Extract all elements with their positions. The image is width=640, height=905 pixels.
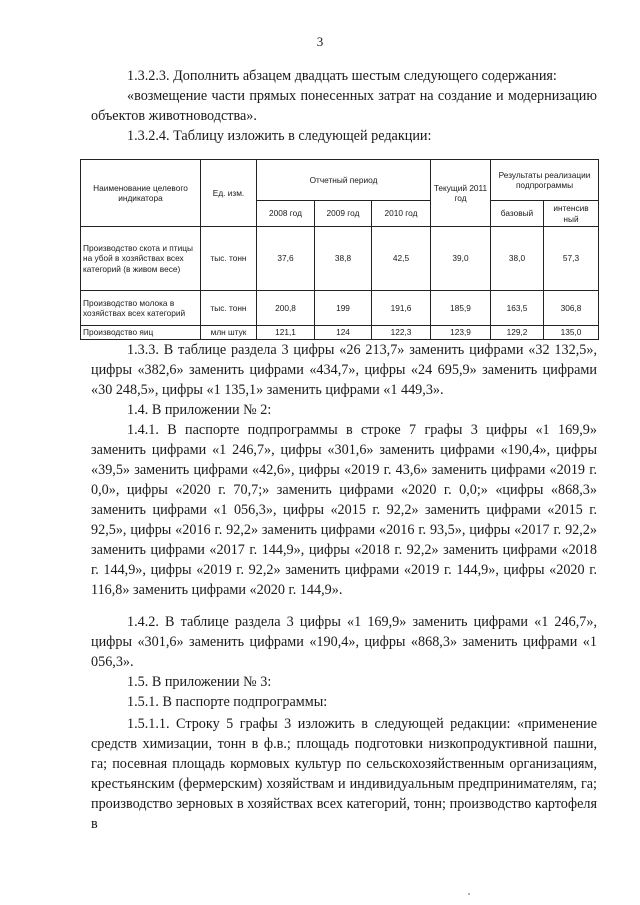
indicator-table — [80, 159, 599, 340]
row-unit: тыс. тонн — [201, 227, 257, 291]
row-2008: 37,6 — [257, 227, 315, 291]
header-indicator-name: Наименование целевого индикатора — [81, 160, 201, 227]
row-base: 38,0 — [491, 227, 544, 291]
table-row — [81, 291, 599, 326]
row-name: Производство скота и птицы на убой в хозяйствах всех категорий (в живом весе) — [81, 227, 201, 291]
header-results: Результаты реализации подпрограммы — [491, 160, 599, 201]
paragraph-1-3-2-3-quote: «возмещение части прямых понесенных затрат на создание и модернизацию объектов животноводства». — [91, 88, 597, 124]
row-base: 163,5 — [491, 291, 544, 326]
paragraph-1-4-1: 1.4.1. В паспорте подпрограммы в строке 7 графы 3 цифры «1 169,9» заменить цифрами «1 246,7», цифры «301,6» заменить цифрами «190,4», цифры «39,5» заменить цифрами «42,6», цифры «2019 г. 43,6» заменить цифрами «2019 г. 0,0», цифры «2020 г. 70,7;» заменить цифрами «2020 г. 0,0;» «цифры «868,3» заменить цифрами «1 056,3», цифры «2015 г. 92,2» заменить цифрами «2015 г. 92,5», цифры «2016 г. 92,2» заменить цифрами «2016 г. 93,5», цифры «2017 г. 92,2» заменить цифрами «2017 г. 144,9», цифры «2018 г. 92,2» заменить цифрами «2018 г. 144,9», цифры «2019 г. 92,2» заменить цифрами «2019 г. 144,9», цифры «2020 г. 116,8» заменить цифрами «2020 г. 144,9». — [91, 422, 597, 598]
row-2009: 38,8 — [315, 227, 372, 291]
row-2010: 122,3 — [372, 326, 431, 340]
row-2009: 124 — [315, 326, 372, 340]
paragraph-1-3-2-3: 1.3.2.3. Дополнить абзацем двадцать шестым следующего содержания: — [127, 68, 557, 84]
row-unit: тыс. тонн — [201, 291, 257, 326]
header-base: базовый — [491, 201, 544, 227]
header-unit: Ед. изм. — [201, 160, 257, 227]
row-intensive: 135,0 — [544, 326, 599, 340]
row-unit: млн штук — [201, 326, 257, 340]
row-name: Производство яиц — [81, 326, 201, 340]
table-row — [81, 326, 599, 340]
row-base: 129,2 — [491, 326, 544, 340]
row-2008: 121,1 — [257, 326, 315, 340]
header-2010: 2010 год — [372, 201, 431, 227]
paragraph-1-4-2: 1.4.2. В таблице раздела 3 цифры «1 169,9» заменить цифрами «1 246,7», цифры «301,6» заменить цифрами «190,4», цифры «868,3» заменить цифрами «1 056,3». — [91, 614, 597, 670]
paragraph-1-4: 1.4. В приложении № 2: — [127, 402, 272, 418]
row-2010: 191,6 — [372, 291, 431, 326]
paragraph-1-5-1: 1.5.1. В паспорте подпрограммы: — [127, 694, 328, 710]
header-current-year: Текущий 2011 год — [431, 160, 491, 227]
paragraph-1-5: 1.5. В приложении № 3: — [127, 674, 272, 690]
header-reporting-period: Отчетный период — [257, 160, 431, 201]
row-intensive: 306,8 — [544, 291, 599, 326]
row-2008: 200,8 — [257, 291, 315, 326]
header-2008: 2008 год — [257, 201, 315, 227]
row-current: 185,9 — [431, 291, 491, 326]
scan-speck — [468, 893, 470, 895]
row-2009: 199 — [315, 291, 372, 326]
header-intensive: интенсив ный — [544, 201, 599, 227]
paragraph-1-5-1-1: 1.5.1.1. Строку 5 графы 3 изложить в следующей редакции: «применение средств химизации, тонн в ф.в.; площадь подготовки низкопродуктивной пашни, га; посевная площадь кормовых культур по сельскохозяйственным организациям, крестьянским (фермерским) хозяйствам и индивидуальным предпринимателям, га; производство зерновых в хозяйствах всех категорий, тонн; производство картофеля в — [91, 716, 597, 832]
paragraph-1-3-3: 1.3.3. В таблице раздела 3 цифры «26 213,7» заменить цифрами «32 132,5», цифры «382,6» заменить цифрами «434,7», цифры «24 695,9» заменить цифрами «30 248,5», цифры «1 135,1» заменить цифрами «1 449,3». — [91, 342, 597, 398]
row-name: Производство молока в хозяйствах всех категорий — [81, 291, 201, 326]
row-2010: 42,5 — [372, 227, 431, 291]
page-number: 3 — [316, 34, 324, 49]
table-row — [81, 227, 599, 291]
paragraph-1-3-2-4: 1.3.2.4. Таблицу изложить в следующей редакции: — [127, 128, 432, 144]
header-2009: 2009 год — [315, 201, 372, 227]
row-current: 123,9 — [431, 326, 491, 340]
row-current: 39,0 — [431, 227, 491, 291]
row-intensive: 57,3 — [544, 227, 599, 291]
